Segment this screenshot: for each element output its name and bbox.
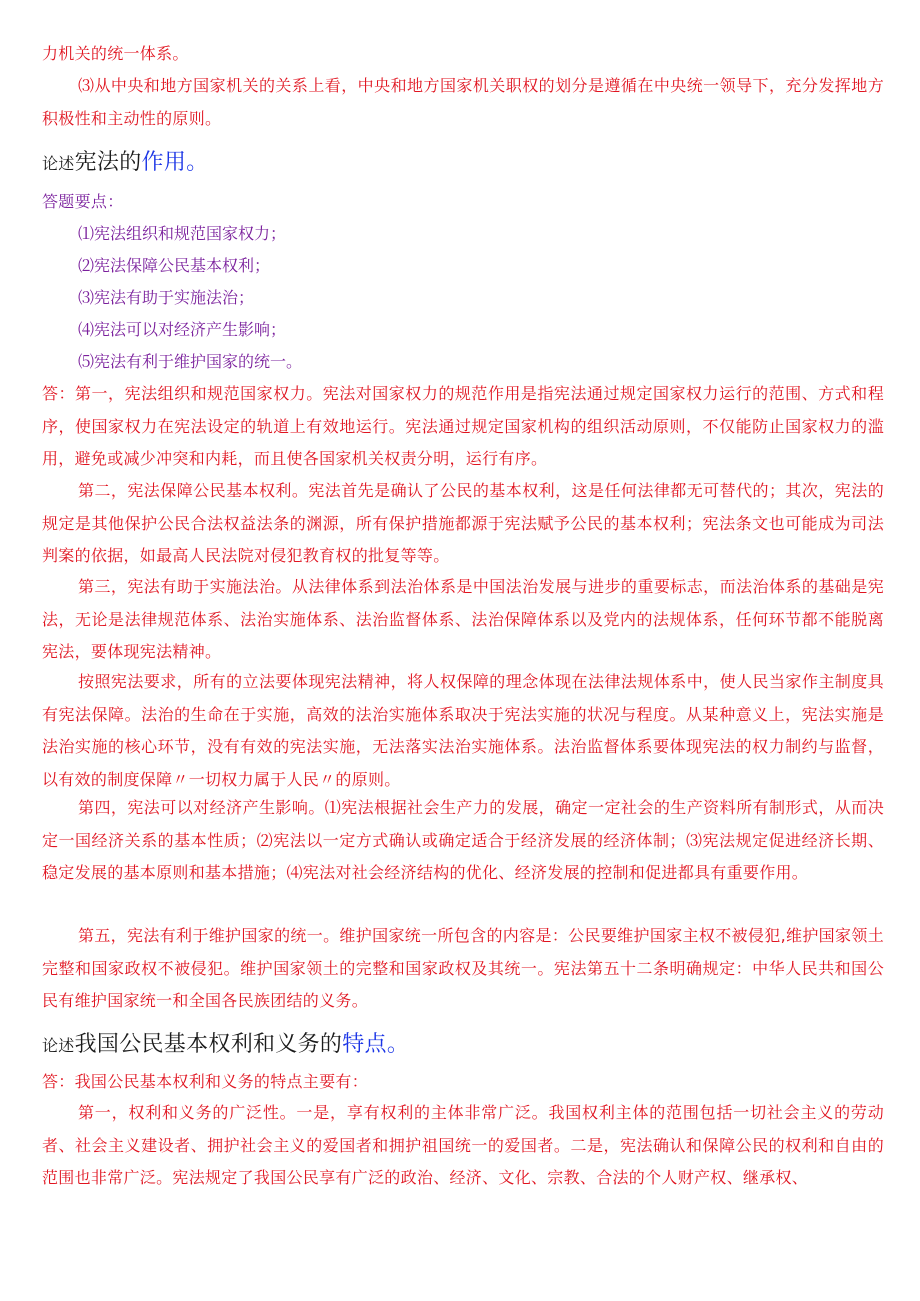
key-point: ⑸宪法有利于维护国家的统一。 <box>78 352 303 371</box>
answer-paragraph-4: 按照宪法要求，所有的立法要体现宪法精神，将人权保障的理念体现在法律法规体系中，使人民当家作主制度具有宪法保障。法治的生命在于实施，高效的法治实施体系取决于宪法实施的状况与程度。从某种意义上，宪法实施是法治实施的核心环节，没有有效的宪法实施，无法落实法治实施体系。法治监督体系要体现宪法的权力制约与监督，以有效的制度保障〃一切权力属于人民〃的原则。 <box>42 672 884 789</box>
key-point: ⑶宪法有助于实施法治； <box>78 288 255 307</box>
section-heading-constitution-role <box>42 148 208 179</box>
paragraph-continuation: 力机关的统一体系。 <box>42 44 189 63</box>
heading-prefix: 论述 <box>42 154 75 173</box>
key-point: ⑷宪法可以对经济产生影响； <box>78 320 287 339</box>
section-heading-rights-duties <box>42 1030 409 1061</box>
answer-paragraph-6: 第五，宪法有利于维护国家的统一。维护国家统一所包含的内容是：公民要维护国家主权不被侵犯,维护国家领土完整和国家政权不被侵犯。维护国家领土的完整和国家政权及其统一。宪法第五十二条明确规定：中华人民共和国公民有维护国家统一和全国各民族团结的义务。 <box>42 926 884 1010</box>
key-point: ⑵宪法保障公民基本权利； <box>78 256 271 275</box>
answer-paragraph-5: 第四，宪法可以对经济产生影响。⑴宪法根据社会生产力的发展，确定一定社会的生产资料所有制形式，从而决定一国经济关系的基本性质；⑵宪法以一定方式确认或确定适合于经济发展的经济体制；⑶宪法规定促进经济长期、稳定发展的基本原则和基本措施；⑷宪法对社会经济结构的优化、经济发展的控制和促进都具有重要作用。 <box>42 798 884 882</box>
key-point: ⑴宪法组织和规范国家权力； <box>78 224 287 243</box>
answer-paragraph-breadth: 第一，权利和义务的广泛性。一是，享有权利的主体非常广泛。我国权利主体的范围包括一切社会主义的劳动者、社会主义建设者、拥护社会主义的爱国者和拥护祖国统一的爱国者。二是，宪法确认和保障公民的权利和自由的范围也非常广泛。宪法规定了我国公民享有广泛的政治、经济、文化、宗教、合法的个人财产权、继承权、 <box>42 1103 884 1187</box>
answer-paragraph-1: 答：第一，宪法组织和规范国家权力。宪法对国家权力的规范作用是指宪法通过规定国家权力运行的范围、方式和程序，使国家权力在宪法设定的轨道上有效地运行。宪法通过规定国家机构的组织活动原则，不仅能防止国家权力的滥用，避免或减少冲突和内耗，而且使各国家机关权责分明，运行有序。 <box>42 384 884 468</box>
answer-paragraph-2: 第二，宪法保障公民基本权利。宪法首先是确认了公民的基本权利，这是任何法律都无可替代的；其次，宪法的规定是其他保护公民合法权益法条的渊源，所有保护措施都源于宪法赋予公民的基本权利；宪法条文也可能成为司法判案的依据，如最高人民法院对侵犯教育权的批复等等。 <box>42 481 884 565</box>
heading-end: 特点。 <box>342 1032 410 1057</box>
answer-paragraph-3: 第三，宪法有助于实施法治。从法律体系到法治体系是中国法治发展与进步的重要标志，而法治体系的基础是宪法，无论是法律规范体系、法治实施体系、法治监督体系、法治保障体系以及党内的法规体系，任何环节都不能脱离宪法，要体现宪法精神。 <box>42 577 884 661</box>
heading-end: 作用。 <box>141 150 209 175</box>
answer-intro: 答：我国公民基本权利和义务的特点主要有： <box>42 1072 369 1091</box>
points-label: 答题要点： <box>42 192 124 211</box>
heading-main: 我国公民基本权利和义务的 <box>74 1032 343 1057</box>
heading-main: 宪法的 <box>74 150 142 175</box>
paragraph-point-3: ⑶从中央和地方国家机关的关系上看，中央和地方国家机关职权的划分是遵循在中央统一领导下，充分发挥地方积极性和主动性的原则。 <box>42 76 884 128</box>
heading-prefix: 论述 <box>42 1036 75 1055</box>
